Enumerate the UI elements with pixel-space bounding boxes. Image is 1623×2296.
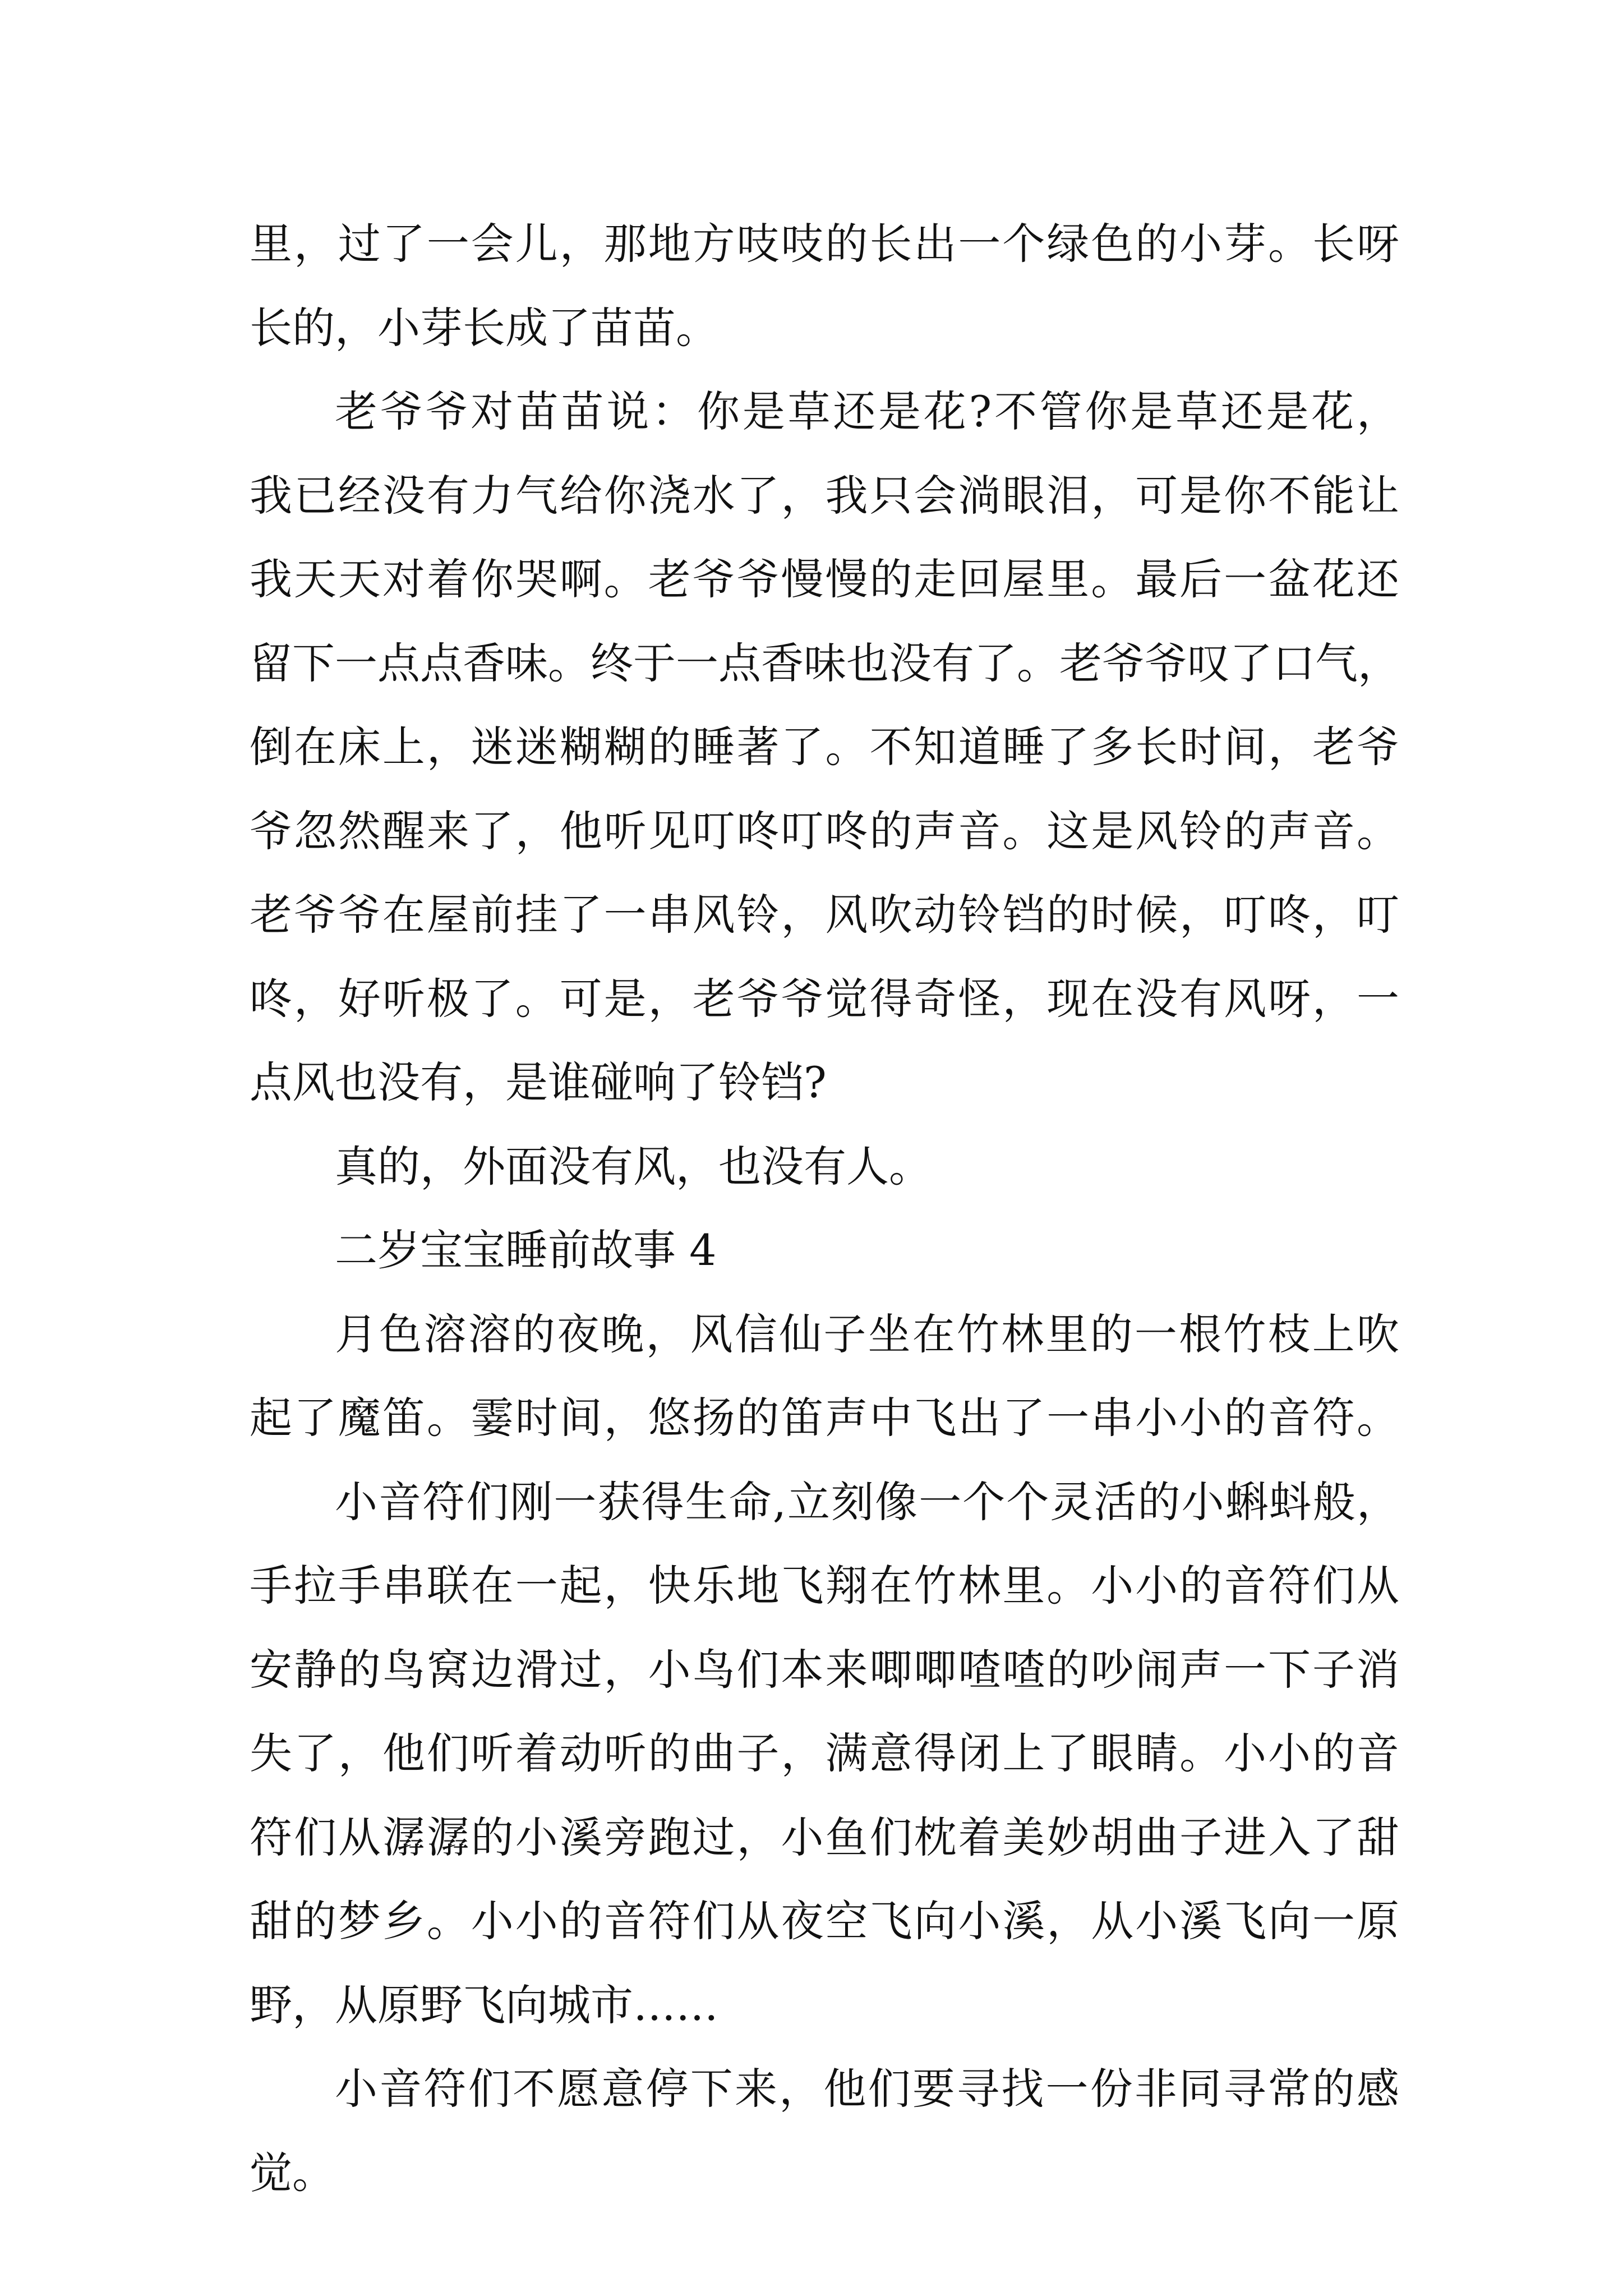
text-line: 留下一点点香味。终于一点香味也没有了。老爷爷叹了口气， [250, 638, 1400, 688]
text-line: 安静的鸟窝边滑过，小鸟们本来唧唧喳喳的吵闹声一下子消 [250, 1644, 1399, 1695]
text-line: 爷忽然醒来了，他听见叮咚叮咚的声音。这是风铃的声音。 [250, 806, 1399, 856]
text-line: 老爷爷对苗苗说：你是草还是花?不管你是草还是花， [335, 386, 1399, 436]
text-line: 月色溶溶的夜晚，风信仙子坐在竹林里的一根竹枝上吹 [335, 1309, 1399, 1359]
text-line: 我已经没有力气给你浇水了，我只会淌眼泪，可是你不能让 [250, 470, 1399, 521]
text-line: 失了，他们听着动听的曲子，满意得闭上了眼睛。小小的音 [250, 1728, 1399, 1778]
text-line: 觉。 [250, 2147, 335, 2198]
text-line: 我天天对着你哭啊。老爷爷慢慢的走回屋里。最后一盆花还 [250, 554, 1399, 604]
text-line: 长的，小芽长成了苗苗。 [250, 302, 718, 353]
text-line: 野，从原野飞向城市…… [250, 1980, 718, 2030]
text-line: 老爷爷在屋前挂了一串风铃，风吹动铃铛的时候，叮咚，叮 [250, 890, 1399, 940]
text-line: 小音符们刚一获得生命,立刻像一个个灵活的小蝌蚪般， [335, 1476, 1399, 1527]
text-line: 小音符们不愿意停下来，他们要寻找一份非同寻常的感 [335, 2064, 1399, 2114]
document-body [250, 202, 1399, 2215]
section-heading: 二岁宝宝睡前故事 4 [335, 1225, 717, 1275]
text-line: 点风也没有，是谁碰响了铃铛? [250, 1057, 827, 1107]
text-line: 手拉手串联在一起，快乐地飞翔在竹林里。小小的音符们从 [250, 1561, 1399, 1611]
text-line: 倒在床上，迷迷糊糊的睡著了。不知道睡了多长时间，老爷 [250, 722, 1399, 772]
text-line: 咚，好听极了。可是，老爷爷觉得奇怪，现在没有风呀，一 [250, 973, 1399, 1024]
text-line: 里，过了一会儿，那地方吱吱的长出一个绿色的小芽。长呀 [250, 219, 1399, 269]
text-line: 真的，外面没有风，也没有人。 [335, 1141, 932, 1191]
text-line: 甜的梦乡。小小的音符们从夜空飞向小溪，从小溪飞向一原 [250, 1896, 1399, 1946]
text-line: 起了魔笛。霎时间，悠扬的笛声中飞出了一串小小的音符。 [250, 1393, 1399, 1443]
text-line: 符们从潺潺的小溪旁跑过，小鱼们枕着美妙胡曲子进入了甜 [250, 1812, 1399, 1862]
